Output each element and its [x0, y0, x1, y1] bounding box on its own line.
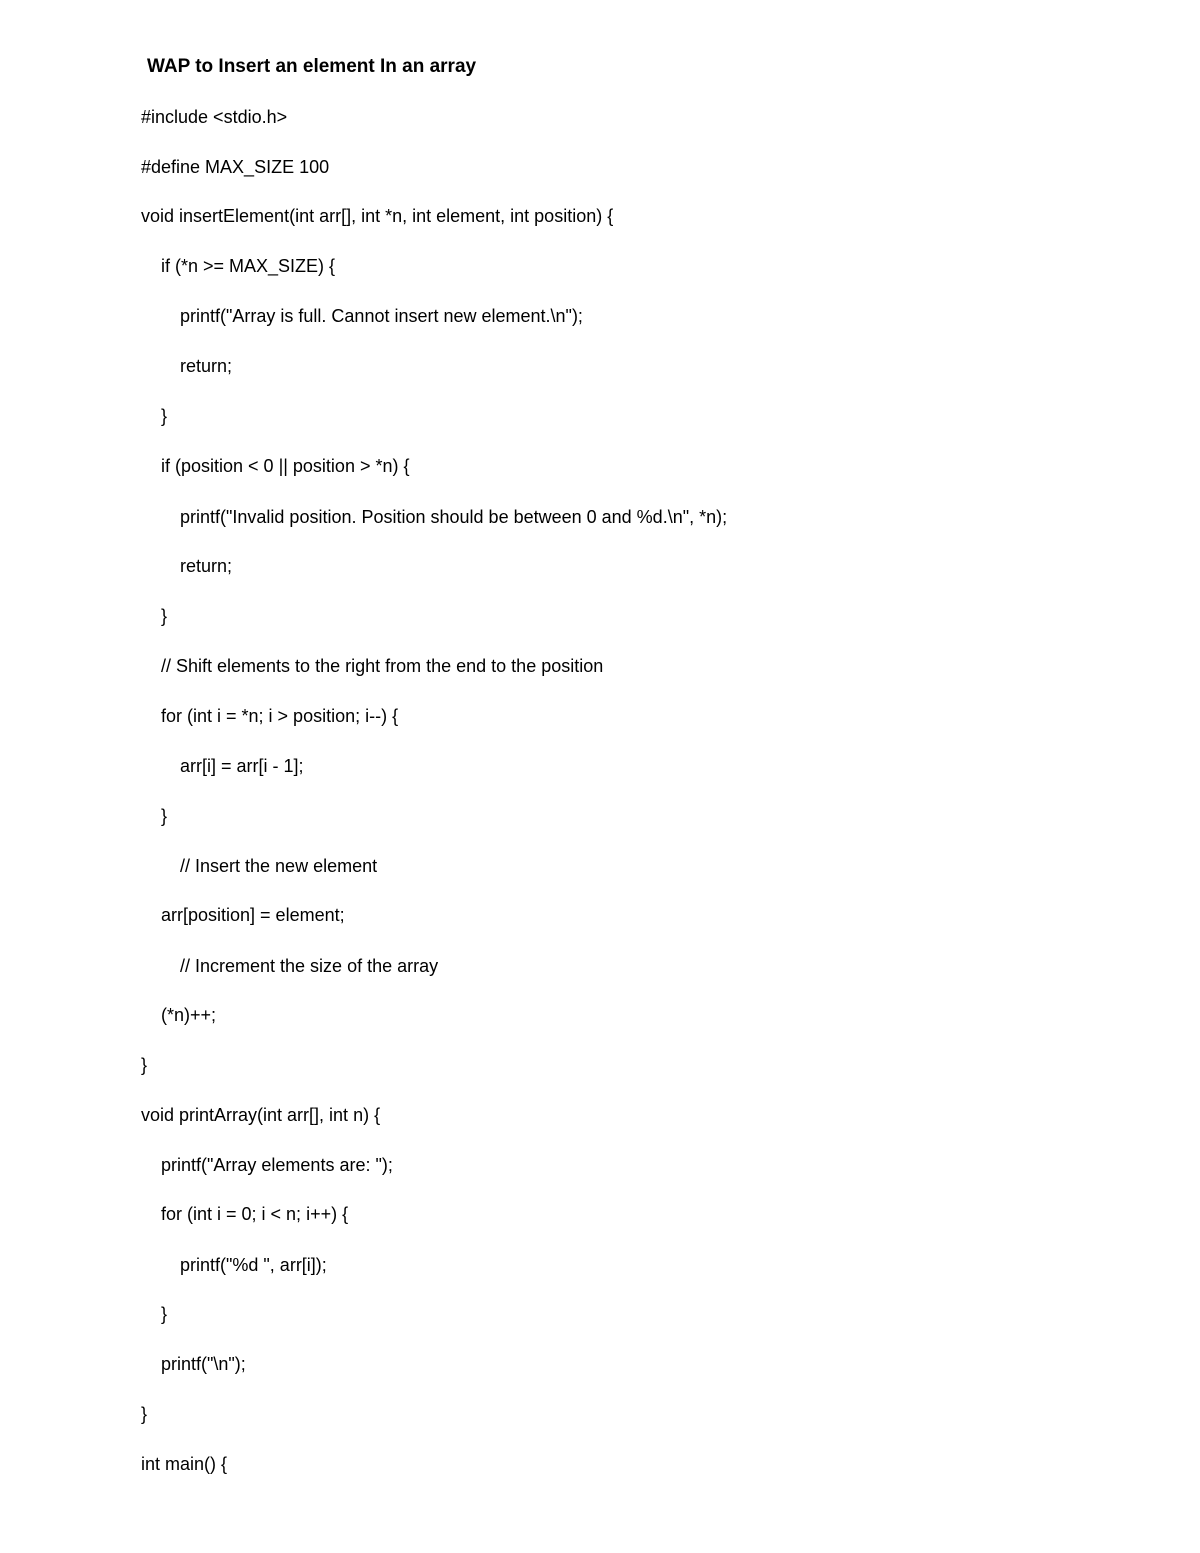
- code-line: printf("\n");: [161, 1354, 246, 1374]
- code-line: arr[position] = element;: [161, 905, 345, 925]
- code-line: // Increment the size of the array: [180, 956, 439, 976]
- code-line: }: [161, 406, 168, 426]
- code-line: printf("Array elements are: ");: [161, 1155, 393, 1175]
- code-line: void insertElement(int arr[], int *n, int element, int position) {: [141, 206, 614, 226]
- code-line: int main() {: [141, 1454, 228, 1474]
- code-line: #include <stdio.h>: [141, 107, 288, 127]
- code-line: return;: [180, 356, 233, 376]
- code-line: if (*n >= MAX_SIZE) {: [161, 256, 336, 276]
- code-line: void printArray(int arr[], int n) {: [141, 1105, 381, 1125]
- code-line: arr[i] = arr[i - 1];: [180, 756, 304, 776]
- code-line: for (int i = *n; i > position; i--) {: [161, 706, 399, 726]
- code-line: printf("Array is full. Cannot insert new element.\n");: [180, 306, 583, 326]
- code-line: (*n)++;: [161, 1005, 217, 1025]
- code-line: // Insert the new element: [180, 856, 378, 876]
- code-line: printf("Invalid position. Position should be between 0 and %d.\n", *n);: [180, 507, 728, 527]
- code-line: }: [161, 806, 168, 826]
- code-line: if (position < 0 || position > *n) {: [161, 456, 410, 476]
- code-line: printf("%d ", arr[i]);: [180, 1255, 327, 1275]
- code-line: }: [141, 1404, 148, 1424]
- code-line: return;: [180, 556, 233, 576]
- code-line: }: [141, 1055, 148, 1075]
- code-line: }: [161, 606, 168, 626]
- code-line: for (int i = 0; i < n; i++) {: [161, 1204, 349, 1224]
- code-line: #define MAX_SIZE 100: [141, 157, 330, 177]
- code-line: // Shift elements to the right from the end to the position: [161, 656, 604, 676]
- code-line: }: [161, 1304, 168, 1324]
- document-title: WAP to Insert an element In an array: [147, 56, 477, 77]
